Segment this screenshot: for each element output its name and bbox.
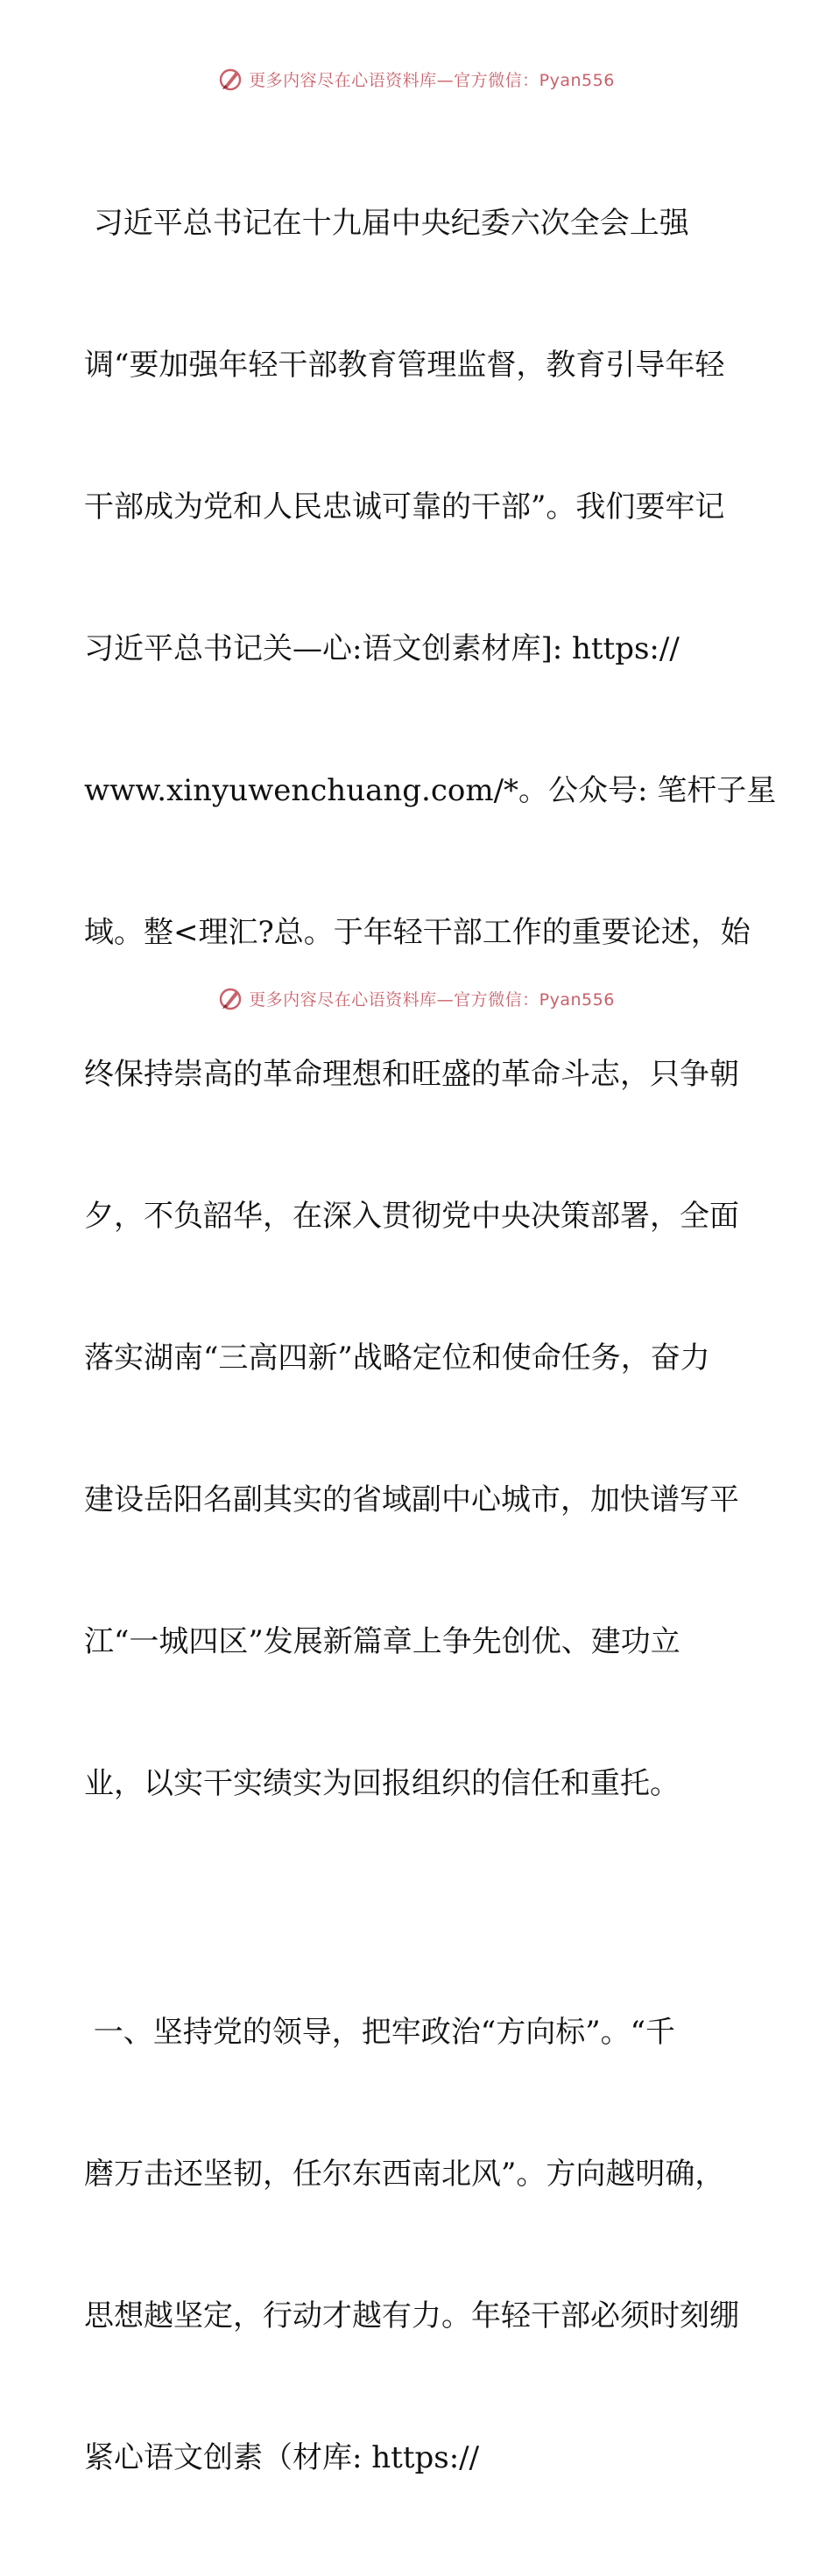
text-line: 业，以实干实绩实为回报组织的信任和重托。: [84, 1766, 680, 1801]
text-line: 思想越坚定，行动才越有力。年轻干部必须时刻绷: [84, 2298, 739, 2333]
quill-pen-logo-icon: [217, 985, 243, 1011]
text-line: 紧心语文创素（材库: https://: [84, 2440, 480, 2475]
text-line: 夕，不负韶华，在深入贯彻党中央决策部署，全面: [84, 1199, 739, 1234]
quill-pen-logo-icon: [217, 66, 243, 92]
text-line: 终保持崇高的革命理想和旺盛的革命斗志，只争朝: [84, 1057, 739, 1092]
text-line: 干部成为党和人民忠诚可靠的干部”。我们要牢记: [84, 489, 725, 524]
header-banner-text: 更多内容尽在心语资料库—官方微信：Pyan556: [249, 70, 615, 90]
text-line: 习近平总书记关—心:语文创素材库]: https://: [84, 631, 680, 666]
text-line: 习近平总书记在十九届中央纪委六次全会上强: [84, 206, 689, 241]
text-line: 一、坚持党的领导，把牢政治“方向标”。“千: [84, 2015, 675, 2050]
text-line: 建设岳阳名副其实的省域副中心城市，加快谱写平: [84, 1482, 739, 1517]
text-line: 磨万击还坚韧，任尔东西南北风”。方向越明确，: [84, 2157, 725, 2192]
footer-banner-text: 更多内容尽在心语资料库—官方微信：Pyan556: [249, 989, 615, 1010]
document-body: [84, 105, 777, 2576]
header-banner-inner: [217, 66, 615, 92]
text-line: 江“一城四区”发展新篇章上争先创优、建功立: [84, 1624, 680, 1659]
header-banner: [0, 61, 832, 96]
footer-banner-inner: [217, 985, 615, 1011]
text-line: 域。整<理汇?总。于年轻干部工作的重要论述，始: [84, 915, 751, 950]
footer-banner: [0, 981, 832, 1016]
text-line: 落实湖南“三高四新”战略定位和使命任务，奋力: [84, 1341, 710, 1376]
paragraph-section-one: [84, 1914, 750, 2576]
text-line: 调“要加强年轻干部教育管理监督，教育引导年轻: [84, 348, 725, 383]
text-line: www.xinyuwenchuang.com/*。公众号: 笔杆子星: [84, 773, 777, 808]
